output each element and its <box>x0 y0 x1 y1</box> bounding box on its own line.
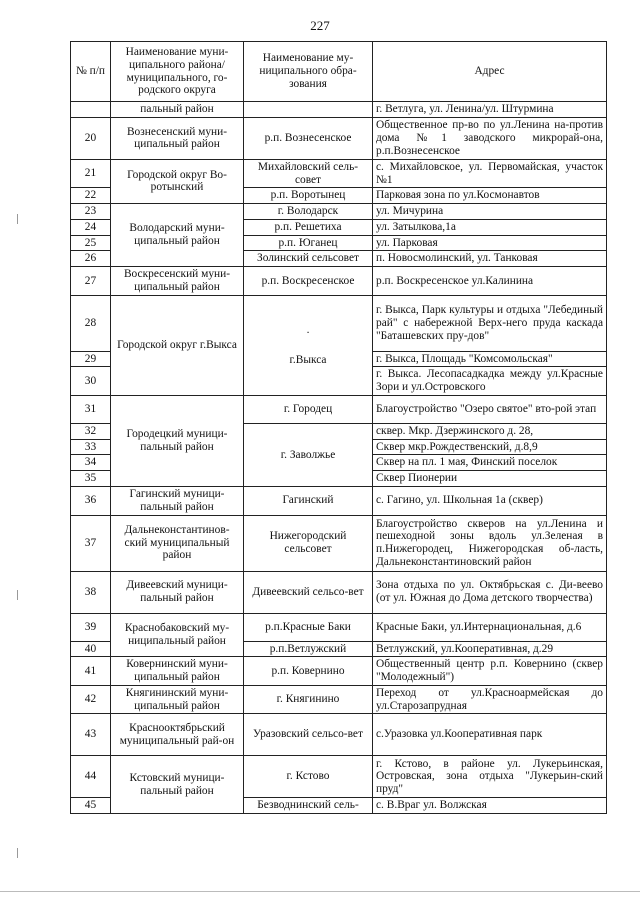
formation-cell: Безводнинский сель- <box>244 798 373 814</box>
address-cell: с. В.Враг ул. Волжская <box>373 798 607 814</box>
district-cell: Гагинский муници-пальный район <box>111 487 244 516</box>
row-number: 42 <box>71 685 111 714</box>
formation-cell: Уразовский сельсо-вет <box>244 714 373 756</box>
address-cell: Ветлужский, ул.Кооперативная, д.29 <box>373 641 607 657</box>
address-cell: Сквер мкр.Рождественский, д.8,9 <box>373 439 607 455</box>
district-cell: Краснооктябрьский муниципальный рай-он <box>111 714 244 756</box>
table-row <box>71 613 607 641</box>
row-number: 31 <box>71 395 111 423</box>
address-cell: Сквер на пл. 1 мая, Финский поселок <box>373 455 607 471</box>
header-district: Наименование муни-ципального района/ муниципального, го-родского округа <box>111 42 244 102</box>
formation-cell: Гагинский <box>244 487 373 516</box>
table-row <box>71 117 607 159</box>
address-cell: Благоустройство "Озеро святое" вто-рой этап <box>373 395 607 423</box>
table-row <box>71 102 607 118</box>
table-row <box>71 515 607 571</box>
address-cell: Общественное пр-во по ул.Ленина на-против дома №1 заводского микрорай-она, р.п.Вознесенское <box>373 117 607 159</box>
formation-cell: г. Княгинино <box>244 685 373 714</box>
table-row <box>71 685 607 714</box>
row-number: 23 <box>71 204 111 220</box>
row-number: 41 <box>71 657 111 686</box>
formation-cell: г. Заволжье <box>244 423 373 486</box>
table-row <box>71 267 607 296</box>
formation-cell: г. Городец <box>244 395 373 423</box>
formation-cell: Михайловский сель-совет <box>244 159 373 188</box>
table-row <box>71 204 607 220</box>
address-cell: Благоустройство скверов на ул.Ленина и пешеходной зоны вдоль ул.Зеленая в п.Нижегородец, Нижегородская об-ласть, Дальнеконстантиновский район <box>373 515 607 571</box>
row-number: 20 <box>71 117 111 159</box>
address-cell: р.п. Воскресенское ул.Калинина <box>373 267 607 296</box>
table-row <box>71 295 607 351</box>
row-number: 21 <box>71 159 111 188</box>
formation-cell: р.п. Юганец <box>244 235 373 251</box>
address-cell: с.Уразовка ул.Кооперативная парк <box>373 714 607 756</box>
row-number: 36 <box>71 487 111 516</box>
row-number: 32 <box>71 423 111 439</box>
row-number: 39 <box>71 613 111 641</box>
formation-cell: р.п. Воскресенское <box>244 267 373 296</box>
formation-cell: р.п.Ветлужский <box>244 641 373 657</box>
table-row <box>71 395 607 423</box>
row-number: 38 <box>71 571 111 613</box>
row-number: 44 <box>71 756 111 798</box>
row-number: 26 <box>71 251 111 267</box>
margin-mark <box>17 214 18 224</box>
header-num: № п/п <box>71 42 111 102</box>
row-number: 45 <box>71 798 111 814</box>
formation-cell: р.п. Решетиха <box>244 219 373 235</box>
page-bottom-line <box>0 891 640 892</box>
page-number: 227 <box>310 18 330 33</box>
row-number: 35 <box>71 471 111 487</box>
row-number: 28 <box>71 295 111 351</box>
district-cell: Ковернинский муни-ципальный район <box>111 657 244 686</box>
formation-cell: Золинский сельсовет <box>244 251 373 267</box>
address-cell: г. Выкса. Лесопасадкадка между ул.Красные Зори и ул.Островского <box>373 367 607 396</box>
district-cell: Володарский муни-ципальный район <box>111 204 244 267</box>
formation-cell: р.п. Воротынец <box>244 188 373 204</box>
row-number: 22 <box>71 188 111 204</box>
row-number: 30 <box>71 367 111 396</box>
formation-cell: Дивеевский сельсо-вет <box>244 571 373 613</box>
district-cell: пальный район <box>111 102 244 118</box>
header-address: Адрес <box>373 42 607 102</box>
address-cell: с. Михайловское, ул. Первомайская, участок №1 <box>373 159 607 188</box>
district-cell: Городской округ Во-ротынский <box>111 159 244 203</box>
formation-cell: р.п.Красные Баки <box>244 613 373 641</box>
address-cell: ул. Парковая <box>373 235 607 251</box>
address-cell: п. Новосмолинский, ул. Танковая <box>373 251 607 267</box>
row-number: 40 <box>71 641 111 657</box>
dot-mark: . <box>306 323 310 336</box>
margin-mark <box>17 848 18 858</box>
row-number: 34 <box>71 455 111 471</box>
districts-table <box>70 41 607 814</box>
formation-cell: Нижегородский сельсовет <box>244 515 373 571</box>
row-number: 25 <box>71 235 111 251</box>
formation-name: г.Выкса <box>289 354 327 367</box>
address-cell: ул. Затылкова,1а <box>373 219 607 235</box>
formation-cell: р.п. Ковернино <box>244 657 373 686</box>
address-cell: г. Ветлуга, ул. Ленина/ул. Штурмина <box>373 102 607 118</box>
address-cell: г. Выкса, Парк культуры и отдыха "Лебединый рай" с набережной Верх-него пруда каскада "Баташевских пру-дов" <box>373 295 607 351</box>
address-cell: г. Кстово, в районе ул. Лукерьинская, Островская, зона отдыха "Лукерьин-ский пруд" <box>373 756 607 798</box>
district-cell: Вознесенский муни-ципальный район <box>111 117 244 159</box>
district-cell: Дивеевский муници-пальный район <box>111 571 244 613</box>
address-cell: Переход от ул.Красноармейская до ул.Старозапрудная <box>373 685 607 714</box>
table-row <box>71 657 607 686</box>
header-formation: Наименование му-ниципального обра-зования <box>244 42 373 102</box>
formation-cell <box>244 295 373 395</box>
address-cell: ул. Мичурина <box>373 204 607 220</box>
address-cell: г. Выкса, Площадь "Комсомольская" <box>373 351 607 367</box>
table-row <box>71 487 607 516</box>
table-header-row <box>71 42 607 102</box>
row-number: 33 <box>71 439 111 455</box>
address-cell: Красные Баки, ул.Интернациональная, д.6 <box>373 613 607 641</box>
district-cell: Кстовский муници-пальный район <box>111 756 244 814</box>
district-cell: Воскресенский муни-ципальный район <box>111 267 244 296</box>
address-cell: Зона отдыха по ул. Октябрьская с. Ди-веево (от ул. Южная до Дома детского творчества) <box>373 571 607 613</box>
margin-mark <box>17 590 18 600</box>
row-number: 27 <box>71 267 111 296</box>
address-cell: сквер. Мкр. Дзержинского д. 28, <box>373 423 607 439</box>
address-cell: Парковая зона по ул.Космонавтов <box>373 188 607 204</box>
row-number: 29 <box>71 351 111 367</box>
table-row <box>71 756 607 798</box>
address-cell: Общественный центр р.п. Ковернино (сквер "Молодежный") <box>373 657 607 686</box>
row-number: 43 <box>71 714 111 756</box>
district-cell: Краснобаковский му-ниципальный район <box>111 613 244 657</box>
district-cell: Дальнеконстантинов-ский муниципальный район <box>111 515 244 571</box>
table-row <box>71 714 607 756</box>
formation-cell: р.п. Вознесенское <box>244 117 373 159</box>
address-cell: Сквер Пионерии <box>373 471 607 487</box>
address-cell: с. Гагино, ул. Школьная 1а (сквер) <box>373 487 607 516</box>
district-cell: Княгининский муни-ципальный район <box>111 685 244 714</box>
row-number: 24 <box>71 219 111 235</box>
formation-cell: г. Володарск <box>244 204 373 220</box>
district-cell: Городецкий муници-пальный район <box>111 395 244 486</box>
table-row <box>71 571 607 613</box>
district-cell: Городской округ г.Выкса <box>111 295 244 395</box>
table-row <box>71 159 607 188</box>
formation-cell: г. Кстово <box>244 756 373 798</box>
row-number: 37 <box>71 515 111 571</box>
